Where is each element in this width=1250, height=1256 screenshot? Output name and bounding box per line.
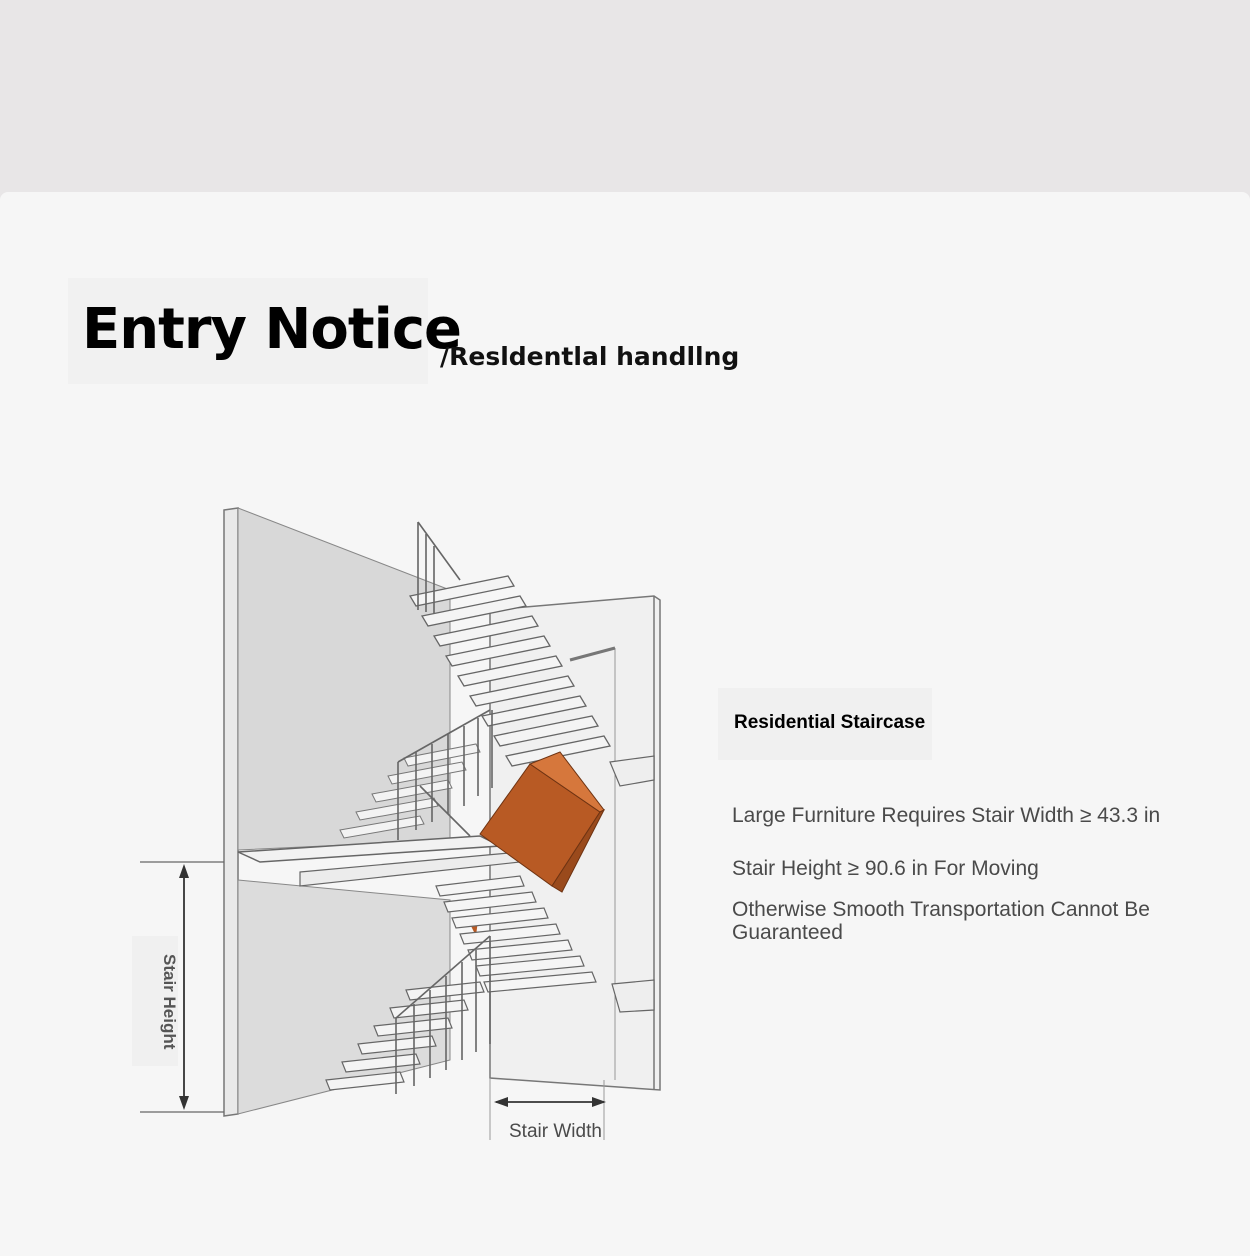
- page-subtitle: /Resldentlal handllng: [440, 342, 740, 371]
- requirement-warning: Otherwise Smooth Transportation Cannot Be Guaranteed: [732, 898, 1150, 944]
- stair-height-label: Stair Height: [160, 954, 179, 1050]
- info-heading: Residential Staircase: [734, 712, 926, 733]
- stair-width-label: Stair Width: [509, 1121, 602, 1142]
- requirement-width: Large Furniture Requires Stair Width ≥ 43.3 in: [732, 804, 1161, 827]
- staircase-diagram: [120, 500, 680, 1160]
- lower-landing: [612, 980, 654, 1012]
- page-title: Entry Notice: [82, 297, 461, 362]
- stair-width-dimension: [494, 1097, 606, 1107]
- top-band: [0, 0, 1250, 196]
- left-wall: [224, 508, 238, 1116]
- requirement-height: Stair Height ≥ 90.6 in For Moving: [732, 857, 1039, 880]
